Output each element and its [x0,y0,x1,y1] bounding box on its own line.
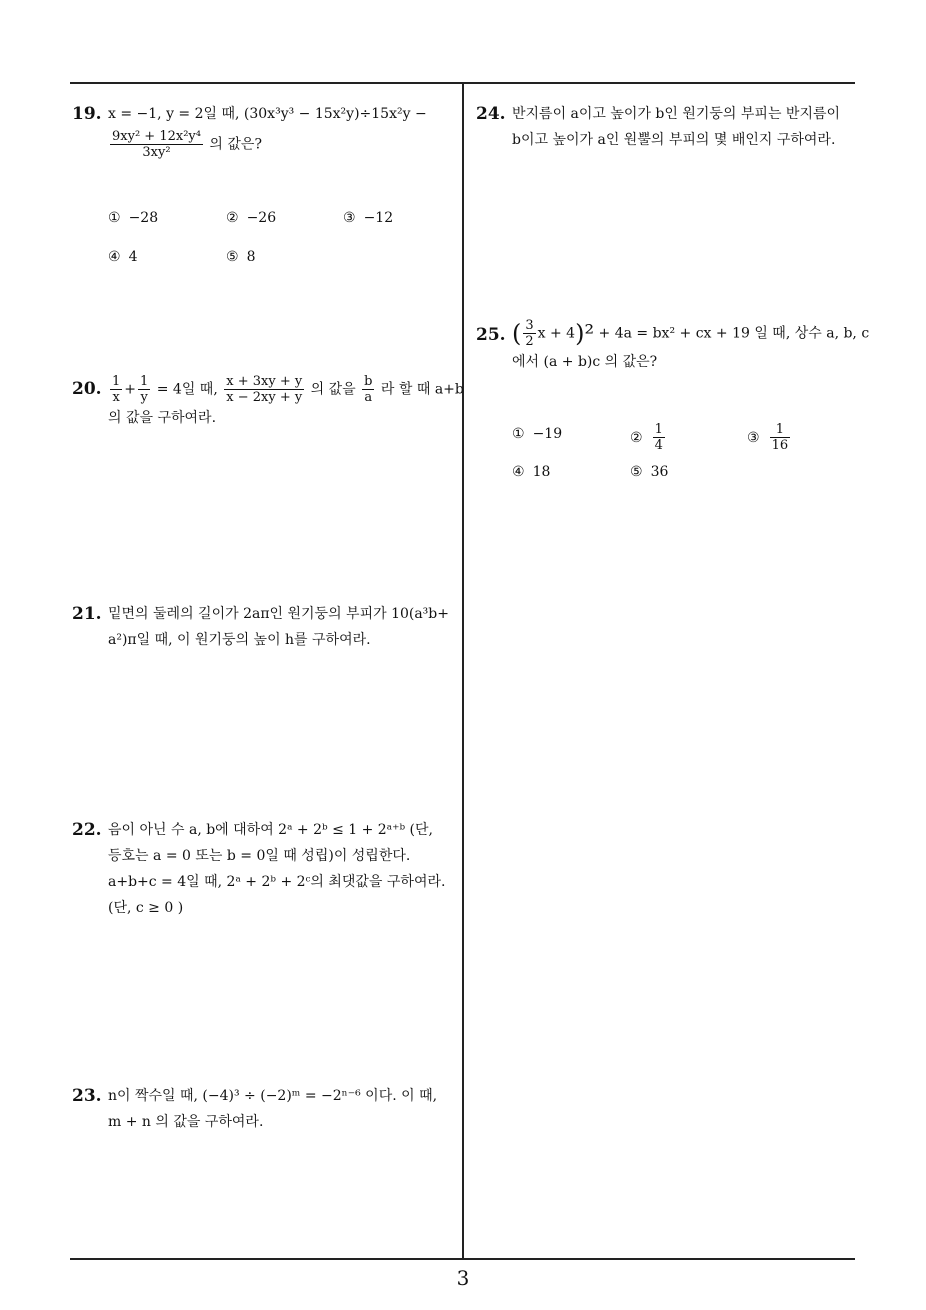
choice-1[interactable] [108,210,158,226]
fraction-numerator: 3 [525,318,534,333]
question-number: 21. [72,604,102,624]
question-text: m + n 의 값을 구하여라. [108,1114,264,1130]
question-number: 24. [476,104,506,124]
question-text: n이 짝수일 때, (−4)³ ÷ (−2)ᵐ = −2ⁿ⁻⁶ 이다. 이 때, [108,1088,438,1104]
question-text: = 4일 때, [156,381,218,398]
fraction-denominator: x [112,390,120,405]
question-text: b이고 높이가 a인 원뿔의 부피의 몇 배인지 구하여라. [512,132,836,148]
question-text: a²)π일 때, 이 원기둥의 높이 h를 구하여라. [108,632,371,648]
choice-value: 36 [650,464,669,480]
choice-2[interactable] [226,210,276,226]
choice-mark: ③ [343,210,356,226]
fraction-numerator: 9xy² + 12x²y⁴ [112,129,201,144]
fraction [362,374,374,405]
choice-mark: ⑤ [630,464,643,480]
choice-value: −28 [128,210,159,226]
question-text: 라 할 때 a+b [380,381,464,398]
fraction [770,422,791,453]
fraction-denominator: y [140,390,148,405]
choice-value: −19 [532,426,563,442]
operator: + [124,381,137,398]
fraction-denominator: 4 [654,438,663,453]
fraction [110,374,122,405]
question-text: 음이 아닌 수 a, b에 대하여 2ᵃ + 2ᵇ ≤ 1 + 2ᵃ⁺ᵇ (단, [108,822,433,838]
question-number: 22. [72,820,102,840]
question-25 [476,318,870,375]
fraction-denominator: x − 2xy + y [226,390,303,405]
fraction-numerator: x + 3xy + y [226,374,303,389]
question-21 [72,601,457,653]
choice-mark: ② [630,429,643,446]
question-text: 의 값은? [209,136,262,153]
choice-mark: ② [226,210,239,226]
question-24 [476,101,861,153]
fraction [224,374,304,405]
question-number: 25. [476,325,506,345]
choice-1[interactable] [512,426,562,442]
choice-value: 18 [532,464,551,480]
fraction-denominator: 16 [771,438,789,453]
question-text: + 4a = bx² + cx + 19 일 때, 상수 a, b, c [598,325,870,342]
question-text: 등호는 a = 0 또는 b = 0일 때 성립)이 성립한다. [108,848,411,864]
question-text: a+b+c = 4일 때, 2ᵃ + 2ᵇ + 2ᶜ의 최댓값을 구하여라. [108,874,446,890]
fraction-numerator: 1 [140,374,149,389]
column-divider [462,83,464,1259]
question-number: 19. [72,104,102,124]
question-text: x + 4 [537,325,576,342]
choice-5[interactable] [226,249,255,265]
question-text: 의 값을 구하여라. [108,410,217,426]
question-22 [72,817,457,921]
fraction-numerator: 1 [654,422,663,437]
page-number: 3 [456,1266,470,1290]
question-text: 에서 (a + b)c 의 값은? [512,354,658,370]
fraction-numerator: b [364,374,373,389]
fraction-denominator: 2 [525,334,534,349]
choice-3[interactable] [747,422,792,453]
fraction-numerator: 1 [112,374,121,389]
fraction-denominator: 3xy² [142,145,171,160]
choice-mark: ④ [512,464,525,480]
choice-2[interactable] [630,422,667,453]
question-text: 반지름이 a이고 높이가 b인 원기둥의 부피는 반지름이 [512,106,841,122]
choice-value: −12 [363,210,394,226]
question-20 [72,374,464,431]
fraction [653,422,665,453]
fraction [523,318,535,349]
paren: ( [512,319,522,348]
fraction-denominator: a [364,390,373,405]
choice-value: 4 [128,249,138,265]
choice-mark: ① [512,426,525,442]
choice-value: 8 [246,249,256,265]
choice-3[interactable] [343,210,393,226]
choice-value: −26 [246,210,277,226]
choice-4[interactable] [108,249,137,265]
choice-4[interactable] [512,464,550,480]
question-text: 의 값을 [310,381,356,398]
fraction [138,374,150,405]
question-text: x = −1, y = 2일 때, (30x³y³ − 15x²y)÷15x²y − [108,106,427,122]
choice-mark: ③ [747,429,760,446]
choice-mark: ⑤ [226,249,239,265]
question-number: 23. [72,1086,102,1106]
question-text: 밑면의 둘레의 길이가 2aπ인 원기둥의 부피가 10(a³b+ [108,606,449,622]
choice-5[interactable] [630,464,668,480]
choice-mark: ① [108,210,121,226]
question-number: 20. [72,379,102,399]
fraction-numerator: 1 [770,422,791,438]
question-23 [72,1083,457,1135]
bottom-rule [70,1258,855,1260]
choice-mark: ④ [108,249,121,265]
question-19 [72,101,457,160]
question-text: (단, c ≥ 0 ) [108,900,184,916]
fraction [110,129,203,160]
paren: )² [575,319,595,348]
